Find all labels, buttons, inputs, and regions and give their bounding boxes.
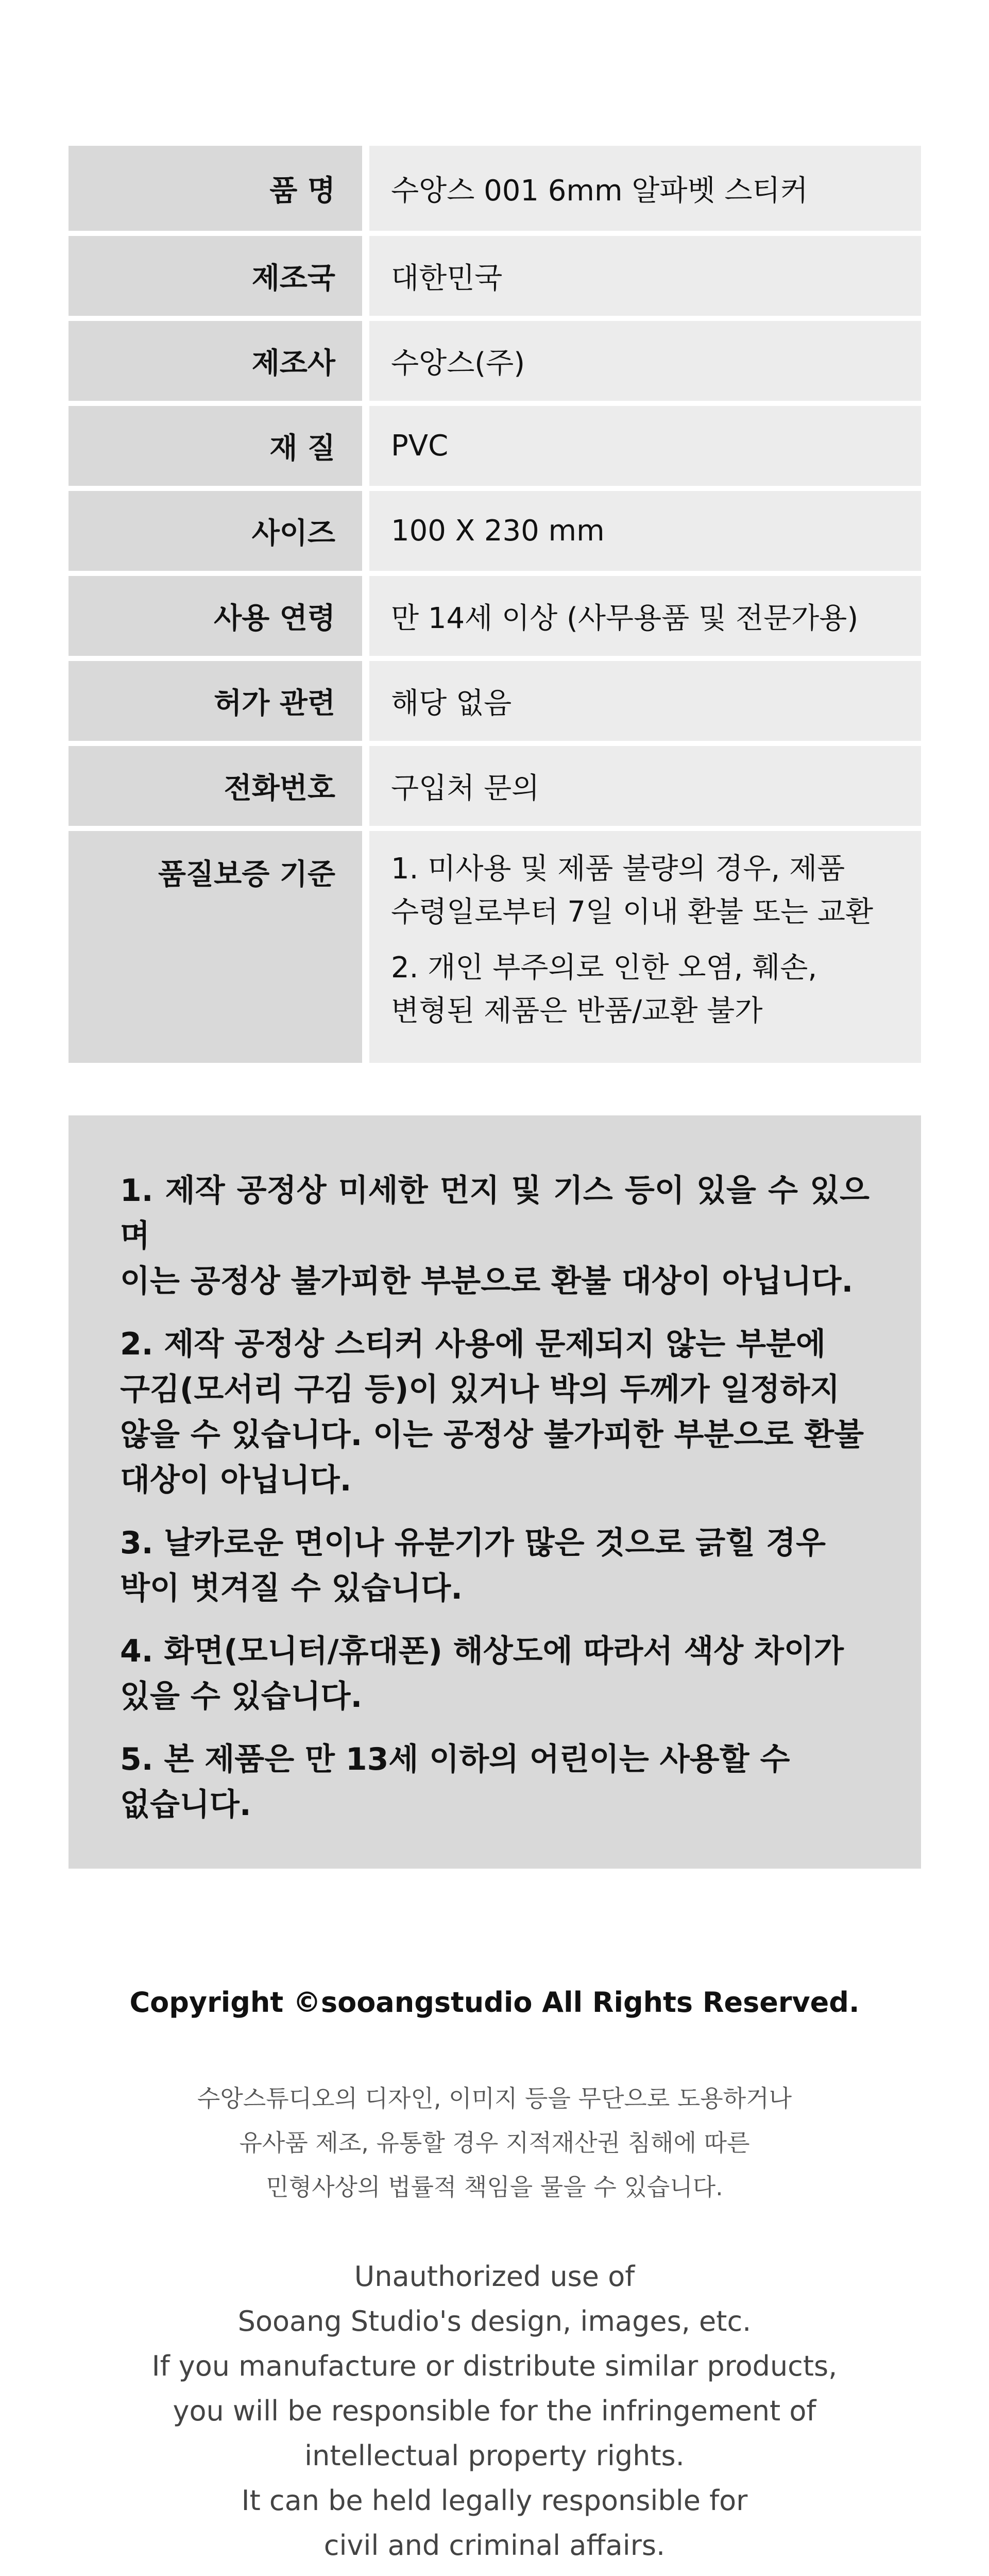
spec-row-phone (69, 741, 921, 826)
spec-label: 전화번호 (69, 741, 362, 826)
notice-line: 박이 벗겨질 수 있습니다. (120, 1570, 463, 1606)
spec-label: 사이즈 (69, 486, 362, 571)
spec-label: 품질보증 기준 (69, 826, 362, 1063)
notice-line: 있을 수 있습니다. (120, 1679, 363, 1715)
notice-item (120, 1168, 869, 1304)
spec-value: PVC (369, 401, 921, 486)
notice-line: 구김(모서리 구김 등)이 있거나 박의 두께가 일정하지 (120, 1371, 840, 1408)
copyright-line: intellectual property rights. (304, 2439, 685, 2472)
spec-label: 허가 관련 (69, 656, 362, 741)
spec-label: 제조사 (69, 316, 362, 401)
notice-line: 않을 수 있습니다. 이는 공정상 불가피한 부분으로 환불 (120, 1417, 864, 1453)
spec-value: 만 14세 이상 (사무용품 및 전문가용) (369, 571, 921, 656)
copyright-line: Unauthorized use of (354, 2260, 635, 2293)
quality-item (391, 946, 817, 1033)
spec-value: 대한민국 (369, 231, 921, 316)
spec-row-material (69, 401, 921, 486)
spec-row-name (69, 146, 921, 231)
notice-item (120, 1629, 869, 1719)
copyright-notice: Copyright ©sooangstudio All Rights Reserved. (129, 1986, 860, 2019)
spec-label: 사용 연령 (69, 571, 362, 656)
notice-line: 5. 본 제품은 만 13세 이하의 어린이는 사용할 수 (120, 1741, 790, 1777)
spec-value: 구입처 문의 (369, 741, 921, 826)
quality-item-line: 2. 개인 부주의로 인한 오염, 훼손, (391, 951, 817, 985)
copyright-line: 유사품 제조, 유통할 경우 지적재산권 침해에 따른 (239, 2129, 750, 2157)
copyright-line: If you manufacture or distribute similar products, (151, 2350, 838, 2382)
quality-item-line: 수령일로부터 7일 이내 환불 또는 교환 (391, 895, 874, 929)
spec-row-permit (69, 656, 921, 741)
product-spec-table (69, 146, 921, 1063)
copyright-line: 민형사상의 법률적 책임을 물을 수 있습니다. (266, 2173, 723, 2201)
notice-line: 2. 제작 공정상 스티커 사용에 문제되지 않는 부분에 (120, 1326, 826, 1362)
quality-item (391, 848, 873, 934)
copyright-line: 수앙스튜디오의 디자인, 이미지 등을 무단으로 도용하거나 (197, 2084, 792, 2112)
notice-box (69, 1115, 921, 1869)
notice-line: 없습니다. (120, 1787, 251, 1823)
spec-row-manufacturer (69, 316, 921, 401)
spec-label: 제조국 (69, 231, 362, 316)
spec-label: 품 명 (69, 146, 362, 231)
quality-item-line: 변형된 제품은 반품/교환 불가 (391, 994, 763, 1028)
notice-item (120, 1321, 869, 1503)
quality-item-line: 1. 미사용 및 제품 불량의 경우, 제품 (391, 852, 845, 886)
spec-value: 수앙스 001 6mm 알파벳 스티커 (369, 146, 921, 231)
copyright-line: you will be responsible for the infringement of (173, 2395, 816, 2427)
notice-item (120, 1737, 869, 1827)
spec-value: 수앙스(주) (369, 316, 921, 401)
spec-row-size (69, 486, 921, 571)
notice-line: 대상이 아닙니다. (120, 1462, 352, 1498)
notice-line: 4. 화면(모니터/휴대폰) 해상도에 따라서 색상 차이가 (120, 1633, 844, 1669)
notice-line: 1. 제작 공정상 미세한 먼지 및 기스 등이 있을 수 있으며 (120, 1173, 869, 1254)
copyright-line: It can be held legally responsible for (241, 2484, 748, 2517)
copyright-korean-text (0, 2076, 989, 2209)
spec-row-quality (69, 826, 921, 1063)
copyright-english-text (0, 2254, 989, 2568)
spec-value: 100 X 230 mm (369, 486, 921, 571)
copyright-line: civil and criminal affairs. (323, 2529, 666, 2562)
spec-row-country (69, 231, 921, 316)
copyright-line: Sooang Studio's design, images, etc. (237, 2305, 752, 2337)
notice-line: 이는 공정상 불가피한 부분으로 환불 대상이 아닙니다. (120, 1263, 854, 1299)
notice-line: 3. 날카로운 면이나 유분기가 많은 것으로 긁힐 경우 (120, 1525, 826, 1561)
spec-row-age (69, 571, 921, 656)
spec-label: 재 질 (69, 401, 362, 486)
quality-standard-list (369, 826, 921, 1063)
notice-item (120, 1520, 869, 1611)
spec-value: 해당 없음 (369, 656, 921, 741)
